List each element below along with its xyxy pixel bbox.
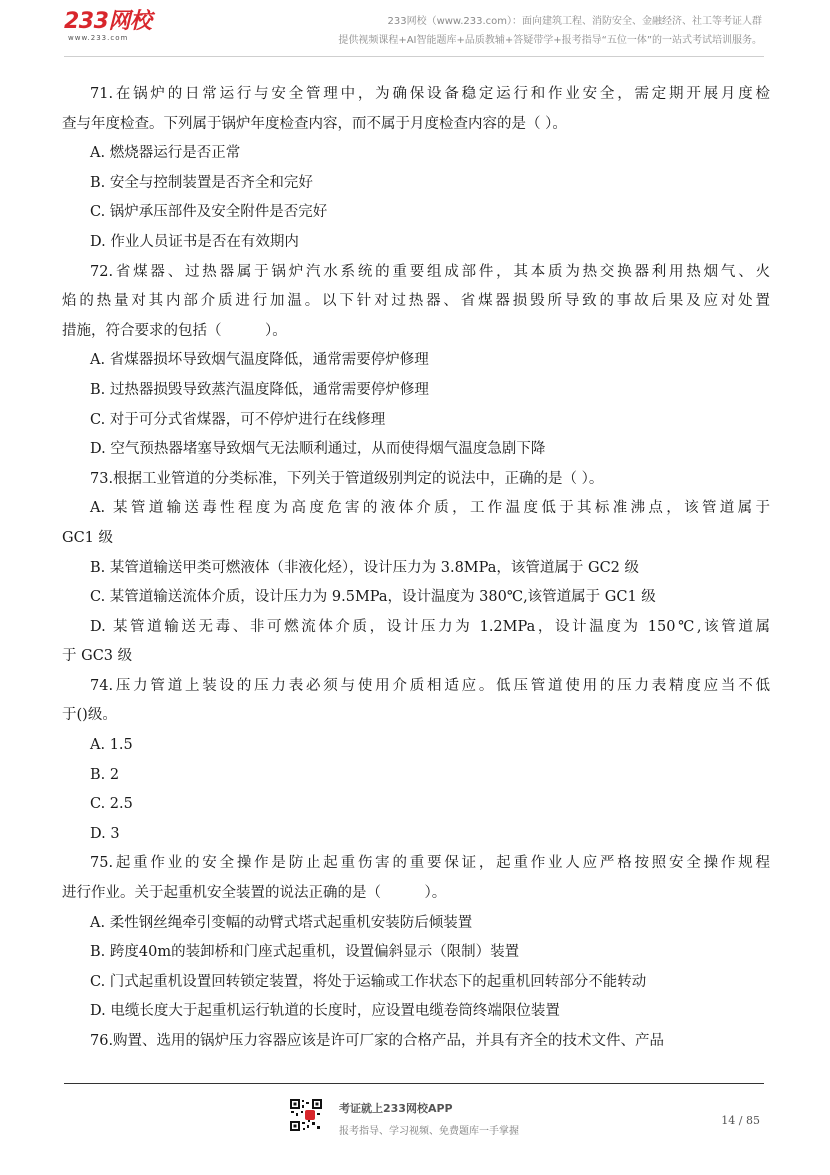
page-number: 14 / 85 <box>721 1114 760 1127</box>
answer-option: C. 锅炉承压部件及安全附件是否完好 <box>90 204 328 221</box>
answer-option: B. 跨度40m的装卸桥和门座式起重机，设置偏斜显示（限制）装置 <box>90 944 520 961</box>
question-content <box>62 80 770 1057</box>
question-stem-line: 73.根据工业管道的分类标准，下列关于管道级别判定的说法中，正确的是（ ）。 <box>90 470 604 487</box>
answer-option: A. 某管道输送毒性程度为高度危害的液体介质，工作温度低于其标准沸点，该管道属于 <box>90 500 770 517</box>
answer-option: A. 1.5 <box>90 737 133 754</box>
answer-option: C. 对于可分式省煤器，可不停炉进行在线修理 <box>90 411 386 428</box>
answer-option: D. 空气预热器堵塞导致烟气无法顺利通过，从而使得烟气温度急剧下降 <box>90 441 546 458</box>
brand-logo[interactable] <box>64 10 174 50</box>
answer-option: A. 燃烧器运行是否正常 <box>90 145 241 162</box>
answer-option: GC1 级 <box>62 529 114 546</box>
answer-option: A. 柔性钢丝绳牵引变幅的动臂式塔式起重机安装防后倾装置 <box>90 914 473 931</box>
question-stem-line: 72.省煤器、过热器属于锅炉汽水系统的重要组成部件，其本质为热交换器利用热烟气、火 <box>90 263 770 280</box>
header-description <box>338 12 762 50</box>
answer-option: C. 2.5 <box>90 796 133 813</box>
question-stem-line: 查与年度检查。下列属于锅炉年度检查内容，而不属于月度检查内容的是（ ）。 <box>62 115 567 132</box>
question-stem-line: 于()级。 <box>62 707 117 724</box>
question-stem-line: 71.在锅炉的日常运行与安全管理中，为确保设备稳定运行和作业安全，需定期开展月度检 <box>90 86 770 102</box>
header-divider <box>64 56 764 57</box>
answer-option: B. 某管道输送甲类可燃液体（非液化烃），设计压力为 3.8MPa，该管道属于 GC2 级 <box>90 559 640 576</box>
logo-text: 233网校 <box>64 9 152 34</box>
answer-option: A. 省煤器损坏导致烟气温度降低，通常需要停炉修理 <box>90 352 429 369</box>
question-stem-line: 76.购置、选用的锅炉压力容器应该是许可厂家的合格产品，并具有齐全的技术文件、产品 <box>90 1033 665 1049</box>
page-header <box>0 0 830 60</box>
question-stem-line: 措施，符合要求的包括（ ）。 <box>62 322 287 339</box>
answer-option: D. 电缆长度大于起重机运行轨道的长度时，应设置电缆卷筒终端限位装置 <box>90 1003 560 1020</box>
answer-option: B. 2 <box>90 766 120 783</box>
answer-option: D. 3 <box>90 825 120 842</box>
question-stem-line: 74.压力管道上装设的压力表必须与使用介质相适应。低压管道使用的压力表精度应当不低 <box>90 677 770 694</box>
answer-option: C. 门式起重机设置回转锁定装置，将处于运输或工作状态下的起重机回转部分不能转动 <box>90 973 647 990</box>
answer-option: B. 安全与控制装置是否齐全和完好 <box>90 174 313 191</box>
header-line-1: 233网校（www.233.com）：面向建筑工程、消防安全、金融经济、社工等考证人群 <box>387 16 762 27</box>
answer-option: B. 过热器损毁导致蒸汽温度降低，通常需要停炉修理 <box>90 381 429 398</box>
logo-url: www.233.com <box>68 34 129 42</box>
answer-option: 于 GC3 级 <box>62 648 133 665</box>
footer-app-title[interactable]: 考证就上233网校APP <box>339 1102 453 1115</box>
question-stem-line: 75.起重作业的安全操作是防止起重伤害的重要保证，起重作业人应严格按照安全操作规程 <box>90 855 770 872</box>
footer-app-subtitle: 报考指导、学习视频、免费题库一手掌握 <box>339 1126 519 1137</box>
footer-divider <box>64 1083 764 1084</box>
answer-option: D. 作业人员证书是否在有效期内 <box>90 233 299 250</box>
app-badge-icon <box>305 1110 315 1120</box>
answer-option: D. 某管道输送无毒、非可燃流体介质，设计压力为 1.2MPa，设计温度为 150℃,该管道属 <box>90 618 770 635</box>
question-stem-line: 焰的热量对其内部介质进行加温。以下针对过热器、省煤器损毁所导致的事故后果及应对处置 <box>62 293 770 310</box>
question-stem-line: 进行作业。关于起重机安全装置的说法正确的是（ ）。 <box>62 885 447 902</box>
answer-option: C. 某管道输送流体介质，设计压力为 9.5MPa，设计温度为 380℃,该管道属于 GC1 级 <box>90 589 656 606</box>
header-line-2: 提供视频课程+AI智能题库+品质教辅+答疑带学+报考指导“五位一体”的一站式考试培训服务。 <box>338 35 762 46</box>
